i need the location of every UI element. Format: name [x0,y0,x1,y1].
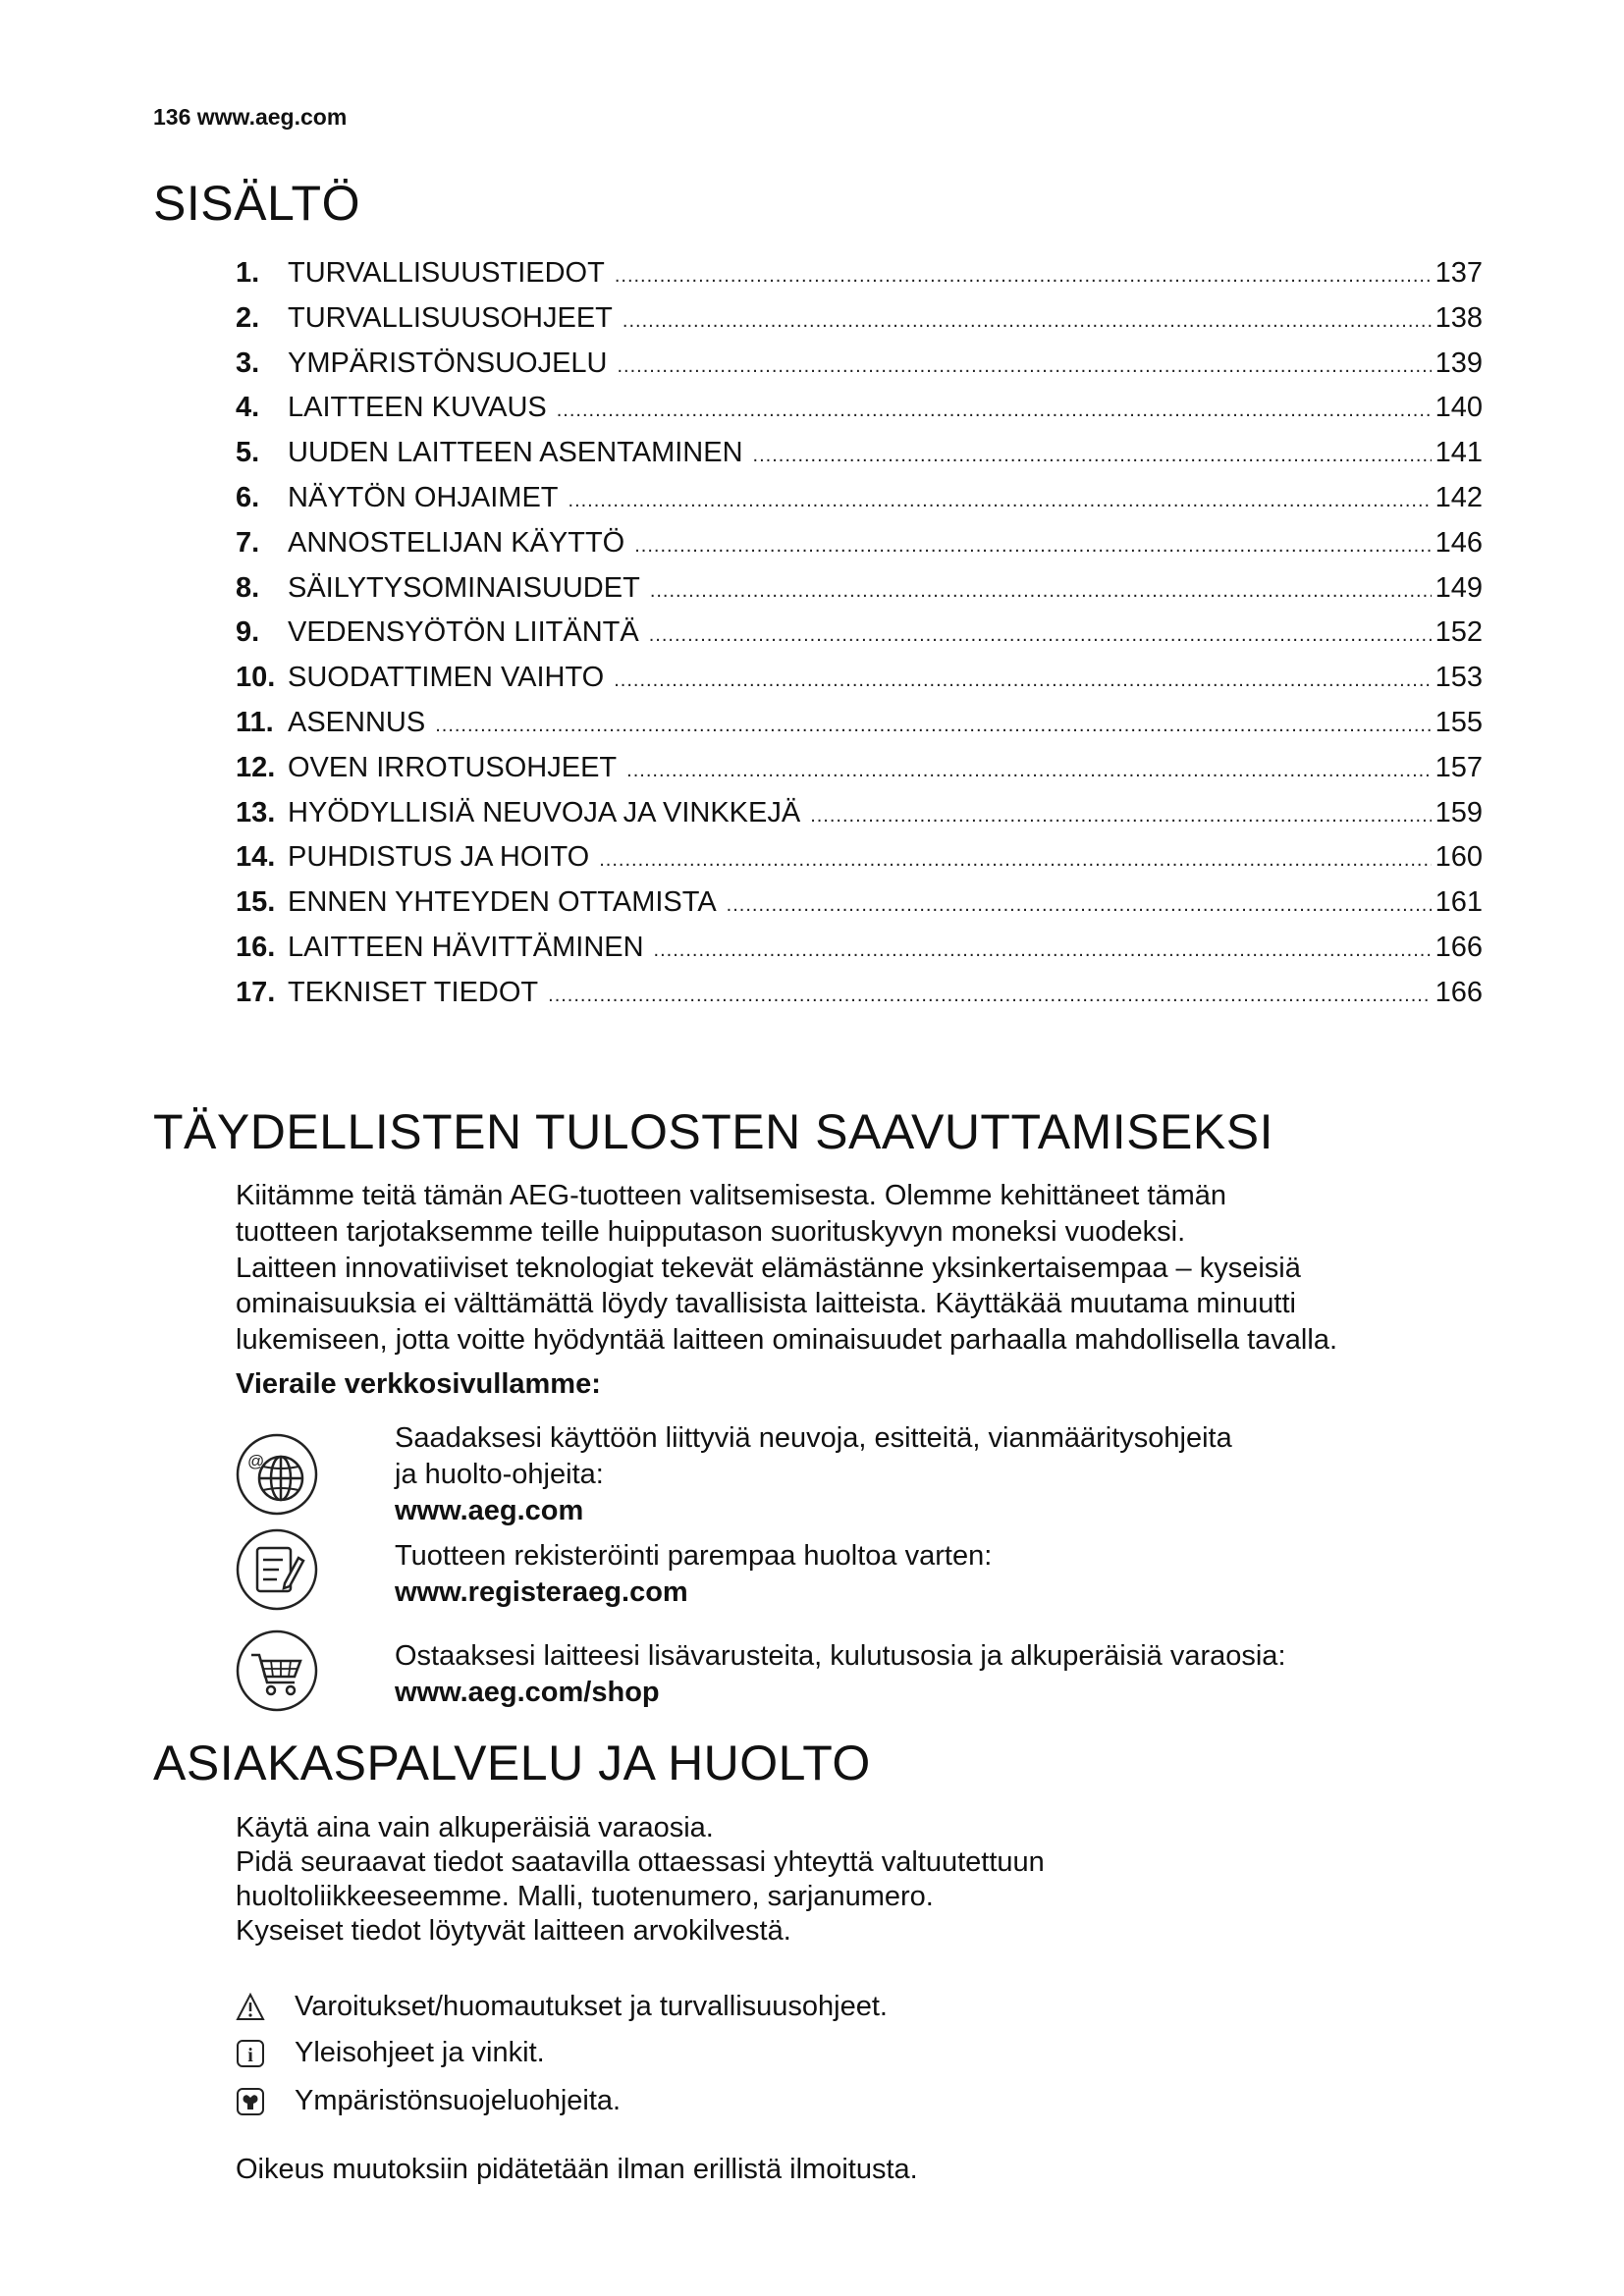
toc-item-page: 140 [1435,392,1483,424]
toc-item-page: 137 [1435,257,1483,289]
toc-item[interactable] [236,977,1483,1022]
intro-line: Kiitämme teitä tämän AEG-tuotteen valitsemisesta. Olemme kehittäneet tämän [236,1180,1227,1211]
visit-text: Tuotteen rekisteröinti parempaa huoltoa varten: [395,1540,993,1572]
toc-item[interactable] [236,841,1483,886]
visit-item-register [395,1538,992,1611]
visit-label: Vieraile verkkosivullamme: [236,1368,601,1400]
toc-item-title: NÄYTÖN OHJAIMET [288,481,559,513]
toc-item-number: 3. [236,347,260,379]
site-url[interactable]: www.aeg.com [196,104,348,130]
cart-icon [236,1629,318,1712]
toc-item-page: 157 [1435,751,1483,783]
toc-title: SISÄLTÖ [153,176,360,231]
service-line: huoltoliikkeeseemme. Malli, tuotenumero, sarjanumero. [236,1881,934,1912]
page-header [153,104,347,131]
toc-item-page: 152 [1435,616,1483,649]
toc-item-title: LAITTEEN HÄVITTÄMINEN [288,931,644,963]
toc-item-number: 17. [236,976,276,1008]
info-icon [236,2039,265,2068]
toc-item-number: 7. [236,526,260,559]
toc-item-page: 138 [1435,301,1483,334]
toc-item[interactable] [236,527,1483,572]
toc-item-number: 15. [236,886,276,919]
toc-leader [810,805,1431,828]
toc-item-page: 153 [1435,662,1483,694]
intro-line: tuotteen tarjotaksemme teille huipputason suorituskyvyn moneksi vuodeksi. [236,1215,1186,1248]
toc-item-number: 9. [236,616,260,649]
toc-item[interactable] [236,392,1483,437]
toc-item-page: 141 [1435,437,1483,469]
toc-item-number: 4. [236,392,260,424]
service-intro [236,1811,1512,1949]
toc-leader [614,669,1431,692]
toc-item-title: OVEN IRROTUSOHJEET [288,751,618,783]
toc-item[interactable] [236,886,1483,932]
toc-item[interactable] [236,752,1483,797]
toc-leader [650,580,1432,603]
toc-item-title: TURVALLISUUSOHJEET [288,301,613,334]
toc-item-title: LAITTEEN KUVAUS [288,392,547,424]
support-link[interactable]: www.aeg.com [395,1495,584,1526]
table-of-contents [236,257,1483,1022]
shop-link[interactable]: www.aeg.com/shop [395,1677,660,1708]
toc-leader [634,535,1431,558]
toc-item[interactable] [236,347,1483,393]
toc-item-title: TEKNISET TIEDOT [288,976,539,1008]
toc-leader [548,985,1431,1007]
toc-item-page: 166 [1435,931,1483,963]
toc-leader [654,939,1432,962]
toc-leader [649,624,1432,647]
toc-item-number: 11. [236,706,274,738]
toc-item-number: 2. [236,301,260,334]
toc-item-page: 166 [1435,976,1483,1008]
toc-item-page: 161 [1435,886,1483,919]
toc-item-page: 159 [1435,796,1483,828]
toc-item-title: ASENNUS [288,706,426,738]
service-line: Kyseiset tiedot löytyvät laitteen arvokilvestä. [236,1915,791,1947]
toc-item-title: SUODATTIMEN VAIHTO [288,662,605,694]
toc-item[interactable] [236,707,1483,752]
visit-text: Saadaksesi käyttöön liittyviä neuvoja, esitteitä, vianmääritysohjeita [395,1422,1232,1454]
toc-item-number: 6. [236,481,260,513]
toc-item-title: SÄILYTYSOMINAISUUDET [288,571,640,604]
toc-item-page: 146 [1435,526,1483,559]
toc-item[interactable] [236,437,1483,482]
toc-leader [623,310,1432,333]
toc-leader [615,265,1432,288]
environment-icon [236,2087,265,2116]
toc-item-page: 139 [1435,347,1483,379]
results-intro [236,1178,1512,1359]
toc-item-title: VEDENSYÖTÖN LIITÄNTÄ [288,616,639,649]
toc-item-title: TURVALLISUUSTIEDOT [288,257,605,289]
intro-line: Laitteen innovatiiviset teknologiat tekevät elämästänne yksinkertaisempaa – kyseisiä [236,1252,1301,1284]
service-line: Pidä seuraavat tiedot saatavilla ottaessasi yhteyttä valtuutettuun [236,1846,1045,1878]
toc-item[interactable] [236,257,1483,302]
toc-item-number: 10. [236,662,276,694]
toc-item-page: 149 [1435,571,1483,604]
visit-text: ja huolto-ohjeita: [395,1459,604,1490]
register-icon [236,1528,318,1611]
toc-item-number: 14. [236,841,276,874]
toc-item[interactable] [236,572,1483,617]
toc-item[interactable] [236,932,1483,977]
toc-leader [557,400,1432,422]
toc-item[interactable] [236,797,1483,842]
visit-item-support [395,1420,1232,1529]
results-title: TÄYDELLISTEN TULOSTEN SAAVUTTAMISEKSI [153,1104,1273,1159]
service-title: ASIAKASPALVELU JA HUOLTO [153,1735,871,1790]
intro-line: lukemiseen, jotta voitte hyödyntää laitteen ominaisuudet parhaalla mahdollisella tavalla. [236,1324,1338,1357]
toc-leader [727,894,1432,917]
toc-item-title: ANNOSTELIJAN KÄYTTÖ [288,526,625,559]
toc-item[interactable] [236,616,1483,662]
footer-note: Oikeus muutoksiin pidätetään ilman erillistä ilmoitusta. [236,2154,918,2185]
toc-item-page: 142 [1435,481,1483,513]
toc-item-number: 5. [236,437,260,469]
page-number: 136 [153,104,191,130]
toc-item-number: 8. [236,571,260,604]
toc-leader [618,355,1432,378]
visit-text: Ostaaksesi laitteesi lisävarusteita, kulutusosia ja alkuperäisiä varaosia: [395,1640,1286,1672]
warning-icon [236,1993,265,2022]
symbol-info-text: Yleisohjeet ja vinkit. [295,2037,545,2068]
toc-leader [626,760,1431,782]
toc-item[interactable] [236,302,1483,347]
toc-item-number: 16. [236,931,276,963]
symbol-warning-text: Varoitukset/huomautukset ja turvallisuusohjeet. [295,1991,888,2022]
svg-text:@: @ [247,1452,265,1470]
toc-item-number: 1. [236,257,260,289]
toc-item[interactable] [236,482,1483,527]
toc-item-page: 160 [1435,841,1483,874]
toc-item-title: ENNEN YHTEYDEN OTTAMISTA [288,886,717,919]
symbol-environment-text: Ympäristönsuojeluohjeita. [295,2085,622,2116]
toc-item-page: 155 [1435,706,1483,738]
toc-item-title: HYÖDYLLISIÄ NEUVOJA JA VINKKEJÄ [288,796,801,828]
toc-item-number: 13. [236,796,276,828]
visit-item-shop [395,1638,1286,1711]
toc-leader [753,445,1432,467]
intro-line: ominaisuuksia ei välttämättä löydy tavallisista laitteista. Käyttäkää muutama minuutti [236,1288,1296,1320]
toc-item-title: UUDEN LAITTEEN ASENTAMINEN [288,437,743,469]
toc-item-title: PUHDISTUS JA HOITO [288,841,590,874]
svg-text:i: i [247,2045,253,2066]
toc-leader [599,849,1431,872]
toc-leader [435,715,1431,737]
globe-icon [236,1433,318,1516]
register-link[interactable]: www.registeraeg.com [395,1576,688,1608]
toc-item-number: 12. [236,751,276,783]
toc-item[interactable] [236,662,1483,707]
toc-item-title: YMPÄRISTÖNSUOJELU [288,347,608,379]
service-line: Käytä aina vain alkuperäisiä varaosia. [236,1812,714,1843]
toc-leader [568,490,1432,512]
